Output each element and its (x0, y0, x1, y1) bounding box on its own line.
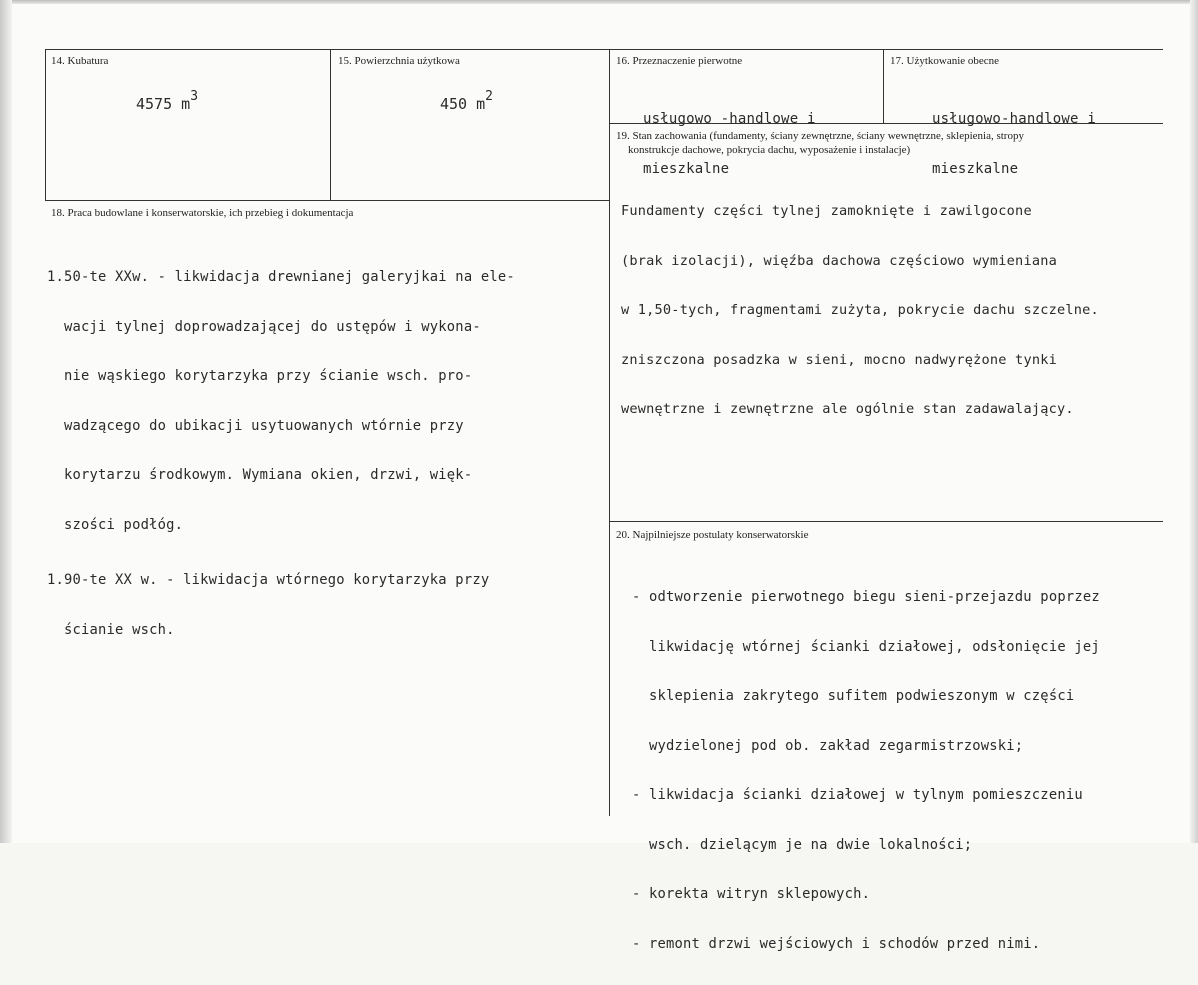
field-14-unit-exponent: 3 (190, 89, 199, 104)
field-17-line: usługowo-handlowe i (932, 111, 1096, 127)
scan-left-edge (0, 0, 12, 843)
field-15-unit-exponent: 2 (485, 89, 493, 104)
field-20-line: - remont drzwi wejściowych i schodów przed nimi. (632, 935, 1041, 952)
field-19-line: zniszczona posadzka w sieni, mocno nadwyrężone tynki (621, 351, 1057, 368)
field-19-value (621, 170, 1099, 451)
field-18-line: 1.90-te XX w. - likwidacja wtórnego korytarzyka przy (47, 572, 490, 588)
field-20-line: likwidację wtórnej ścianki działowej, odsłonięcie jej (632, 638, 1100, 655)
field-17-line: mieszkalne (932, 160, 1019, 177)
rule-left-border (45, 49, 46, 200)
field-20-line: - odtworzenie pierwotnego biegu sieni-przejazdu poprzez (632, 589, 1100, 605)
field-18-value (47, 236, 515, 671)
field-18-label: 18. Praca budowlane i konserwatorskie, ich przebieg i dokumentacja (51, 207, 354, 219)
field-17-label: 17. Użytkowanie obecne (890, 55, 1000, 67)
field-19-line: wewnętrzne i zewnętrzne ale ogólnie stan zadawalający. (621, 401, 1074, 417)
field-18-line: ścianie wsch. (47, 621, 175, 638)
rule-divider-14-15 (330, 49, 331, 200)
field-19-label-line1: 19. Stan zachowania (fundamenty, ściany zewnętrzne, ściany wewnętrzne, sklepienia, stropy (616, 130, 1024, 142)
field-14-value-text: 4575 m (136, 95, 191, 113)
field-18-line: nie wąskiego korytarzyka przy ścianie wsch. pro- (47, 368, 473, 384)
field-16-line: usługowo -handlowe i (643, 111, 816, 127)
field-16-label: 16. Przeznaczenie pierwotne (616, 55, 743, 67)
field-20-label: 20. Najpilniejsze postulaty konserwatorskie (616, 529, 809, 541)
field-20-line: - korekta witryn sklepowych. (632, 886, 871, 902)
rule-top (45, 49, 1163, 50)
field-20-line: wsch. dzielącym je na dwie lokalności; (632, 836, 973, 853)
field-16-line: mieszkalne (643, 160, 730, 177)
field-20-line: wydzielonej pod ob. zakład zegarmistrzowski; (632, 737, 1024, 754)
scan-right-edge (1190, 0, 1198, 843)
field-19-line: w 1,50-tych, fragmentami zużyta, pokrycie dachu szczelne. (621, 302, 1099, 318)
field-20-line: sklepienia zakrytego sufitem podwieszonym w części (632, 688, 1075, 704)
field-18-line: wacji tylnej doprowadzającej do ustępów i wykona- (47, 318, 481, 335)
field-19-line: (brak izolacji), więźba dachowa częściowo wymieniana (621, 252, 1057, 269)
field-20-value (632, 556, 1100, 985)
rule-center (609, 49, 610, 816)
field-19-label-line2: konstrukcje dachowe, pokrycia dachu, wyposażenie i instalacje) (628, 144, 911, 156)
field-19-line: Fundamenty części tylnej zamoknięte i zawilgocone (621, 203, 1032, 219)
rule-left-section (45, 200, 609, 201)
field-15-label: 15. Powierzchnia użytkowa (338, 55, 460, 67)
field-14-label: 14. Kubatura (51, 55, 109, 67)
field-18-line: szości podłóg. (47, 516, 184, 533)
field-18-line: 1.50-te XXw. - likwidacja drewnianej galeryjkai na ele- (47, 269, 515, 285)
scan-top-edge (0, 0, 1198, 4)
rule-divider-16-17 (883, 49, 884, 123)
field-14-value (136, 89, 199, 113)
field-20-line: - likwidacja ścianki działowej w tylnym pomieszczeniu (632, 787, 1083, 803)
field-18-line: korytarzu środkowym. Wymiana okien, drzwi, więk- (47, 467, 473, 483)
rule-right-section (609, 521, 1163, 522)
field-15-value (440, 89, 493, 113)
field-18-line: wadzącego do ubikacji usytuowanych wtórnie przy (47, 417, 464, 434)
field-15-value-text: 450 m (440, 95, 486, 113)
